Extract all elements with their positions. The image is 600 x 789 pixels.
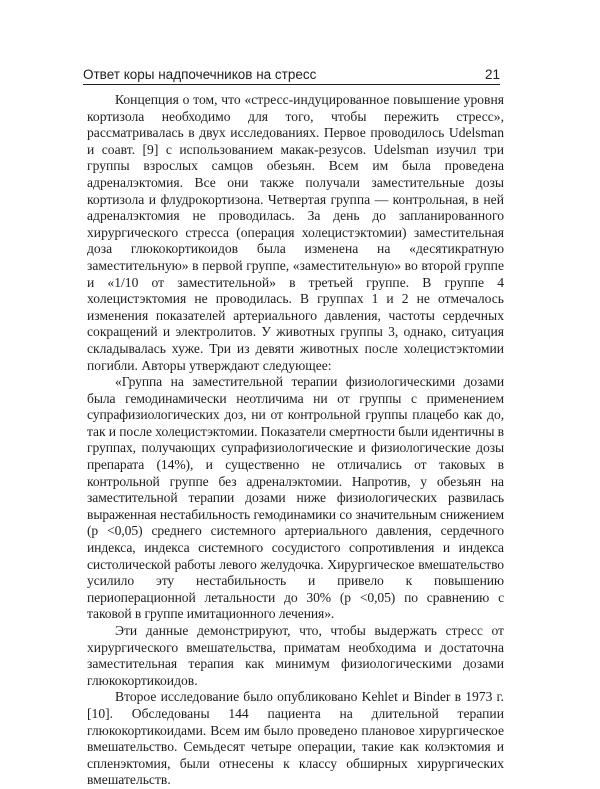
body-text — [87, 92, 504, 789]
paragraph: Концепция о том, что «стресс-индуцированное повышение уровня кортизола необходимо для того, чтобы пережить стресс», рассматривалась в двух исследованиях. Первое проводилось Udelsman и соавт. [9] с использованием макак-резусов. Udelsman изучил три группы взрослых самцов обезьян. Всем им была проведена адреналэктомия. Все они также получали заместительные дозы кортизола и флудрокортизона. Четвертая группа — контрольная, в ней адреналэктомия не проводилась. За день до запланированного хирургического стресса (операция холецистэктомии) заместительная доза глюкокортикоидов была изменена на «десятикратную заместительную» в первой группе, «заместительную» во второй группе и «1/10 от заместительной» в третьей группе. В группе 4 холецистэктомия не проводилась. В группах 1 и 2 не отмечалось изменения показателей артериального давления, частоты сердечных сокращений и электролитов. У животных группы 3, однако, ситуация складывалась хуже. Три из девяти животных после холецистэктомии погибли. Авторы утверждают следующее: — [87, 92, 504, 373]
quote-paragraph: «Группа на заместительной терапии физиологическими дозами была гемодинамически неотличима ни от группы с применением супрафизиологических доз, ни от контрольной группы плацебо как до, так и после холецистэктомии. Показатели смертности были идентичны в группах, получающих супрафизиологические и физиологические дозы препарата (14%), и существенно не отличались от таковых в контрольной группе без адреналэктомии. Напротив, у обезьян на заместительной терапии дозами ниже физиологических развилась выраженная нестабильность гемодинамики со значительным снижением (p <0,05) среднего системного артериального давления, сердечного индекса, индекса системного сосудистого сопротивления и индекса систолической работы левого желудочка. Хирургическое вмешательство усилило эту нестабильность и привело к повышению периоперационной летальности до 30% (p <0,05) по сравнению с таковой в группе имитационного лечения». — [87, 374, 504, 622]
paragraph: Второе исследование было опубликовано Kehlet и Binder в 1973 г. [10]. Обследованы 144 пациента на длительной терапии глюкокортикоидами. Всем им было проведено плановое хирургическое вмешательство. Семьдесят четыре операции, такие как колэктомия и спленэктомия, были отнесены к классу обширных хирургических вмешательств. — [87, 689, 504, 788]
header-rule — [83, 84, 500, 85]
paragraph: Эти данные демонстрируют, что, чтобы выдержать стресс от хирургического вмешательства, приматам необходима и достаточна заместительная терапия как минимум физиологическими дозами глюкокортикоидов. — [87, 623, 504, 688]
running-title: Ответ коры надпочечников на стресс — [83, 67, 317, 82]
running-header — [83, 60, 500, 82]
page-number: 21 — [484, 67, 500, 82]
